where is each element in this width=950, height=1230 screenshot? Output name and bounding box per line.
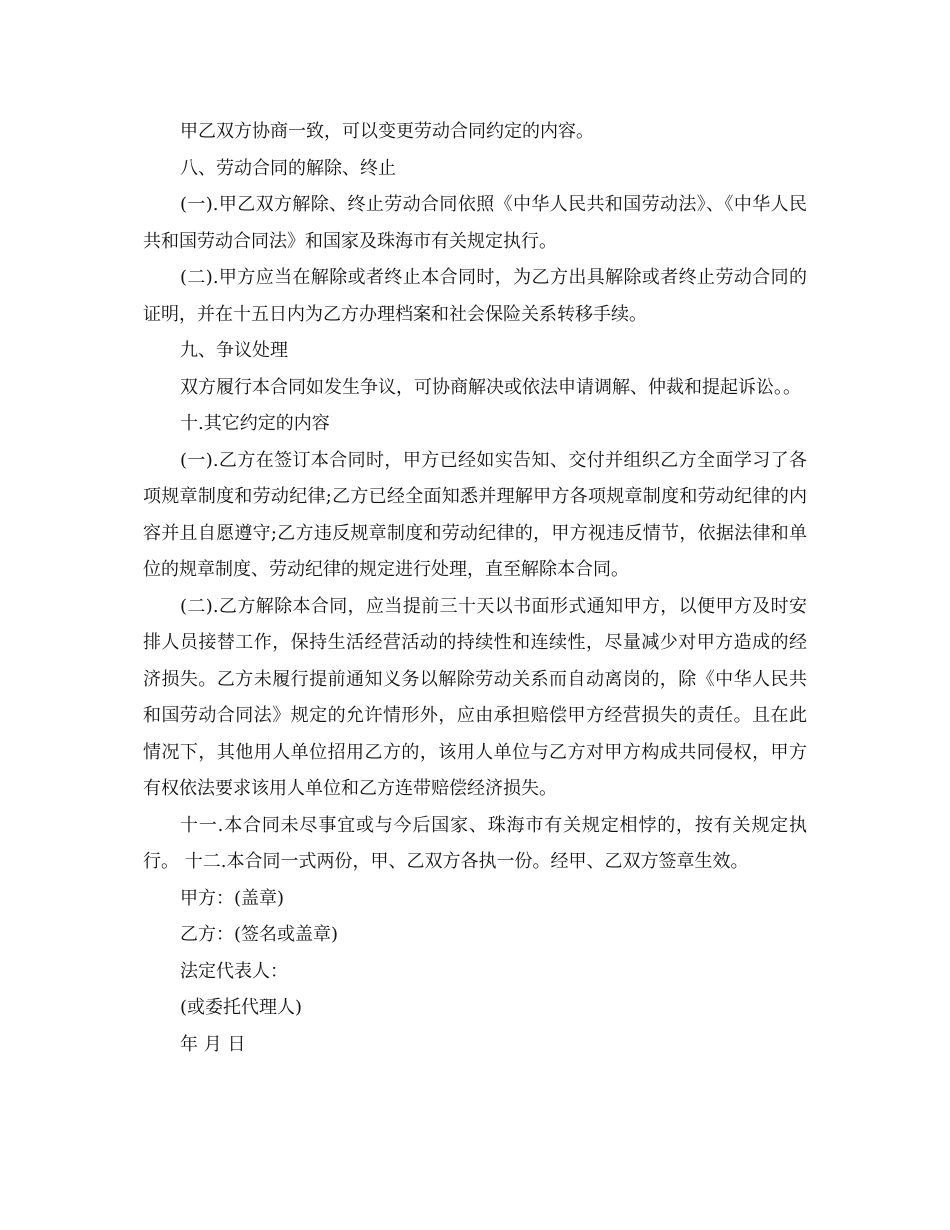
- signature-date: 年 月 日: [180, 1033, 246, 1055]
- signature-party-b: 乙方：(签名或盖章): [180, 924, 339, 945]
- paragraph-10-2: (二).乙方解除本合同，应当提前三十天以书面形式通知甲方，以便甲方及时安排人员接替工作，保持生活经营活动的持续性和连续性，尽量减少对甲方造成的经济损失。乙方未履行提前通知义务以解除劳动关系而自动离岗的，除《中华人民共和国劳动合同法》规定的允许情形外，应由承担赔偿甲方经营损失的责任。且在此情况下，其他用人单位招用乙方的，该用人单位与乙方对甲方构成共同侵权，甲方有权依法要求该用人单位和乙方连带赔偿经济损失。: [143, 595, 807, 799]
- signature-party-a: 甲方：(盖章): [180, 887, 285, 909]
- paragraph-8-1: (一).甲乙双方解除、终止劳动合同依照《中华人民共和国劳动法》、《中华人民共和国劳动合同法》和国家及珠海市有关规定执行。: [143, 194, 807, 252]
- paragraph-10-1: (一).乙方在签订本合同时，甲方已经如实告知、交付并组织乙方全面学习了各项规章制度和劳动纪律;乙方已经全面知悉并理解甲方各项规章制度和劳动纪律的内容并且自愿遵守;乙方违反规章制度和劳动纪律的，甲方视违反情节，依据法律和单位的规章制度、劳动纪律的规定进行处理，直至解除本合同。: [143, 449, 807, 580]
- heading-section-9: 九、争议处理: [180, 340, 288, 361]
- document-body: [143, 114, 807, 1063]
- signature-agent: (或委托代理人): [180, 997, 303, 1018]
- paragraph-8-2: (二).甲方应当在解除或者终止本合同时，为乙方出具解除或者终止劳动合同的证明，并在十五日内为乙方办理档案和社会保险关系转移手续。: [143, 267, 807, 325]
- heading-section-10: 十.其它约定的内容: [180, 413, 330, 434]
- heading-section-8: 八、劳动合同的解除、终止: [180, 157, 396, 179]
- signature-legal-rep: 法定代表人：: [180, 960, 288, 982]
- paragraph-9: 双方履行本合同如发生争议，可协商解决或依法申请调解、仲裁和提起诉讼。。: [180, 376, 801, 398]
- paragraph-11-12: 十一.本合同未尽事宜或与今后国家、珠海市有关规定相悖的，按有关规定执行。 十二.本合同一式两份，甲、乙双方各执一份。经甲、乙双方签章生效。: [143, 814, 807, 872]
- paragraph-amend: 甲乙双方协商一致，可以变更劳动合同约定的内容。: [180, 121, 594, 142]
